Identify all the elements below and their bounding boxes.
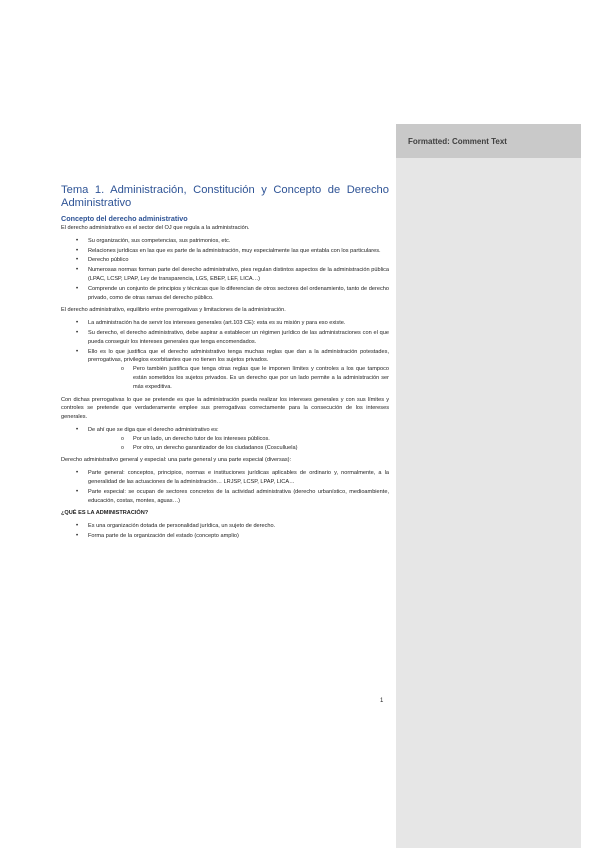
sub-list-item: o Por un lado, un derecho tutor de los intereses públicos. bbox=[88, 435, 389, 444]
list-item: • Parte especial: se ocupan de sectores concretos de la actividad administrativa (derecho urbanístico, medioambiente, educación, costas, montes, aguas…) bbox=[61, 488, 389, 506]
paragraph-prerrogativas: Con dichas prerrogativas lo que se pretende es que la administración pueda realizar los intereses generales y con sus límites y controles se pretende que verdaderamente emplee sus prerrogativas correctamente para la consecución de los intereses generales. bbox=[61, 396, 389, 421]
paragraph-general-especial: Derecho administrativo general y especial: una parte general y una parte especial (diversas): bbox=[61, 457, 292, 464]
list-item: • La administración ha de servir los intereses generales (art.103 CE): esta es su misión y para eso existe. bbox=[61, 319, 389, 328]
list-item-text: De ahí que se diga que el derecho administrativo es: bbox=[88, 426, 219, 433]
sub-list-item: o Por otro, un derecho garantizador de los ciudadanos (Cosculluela) bbox=[88, 444, 389, 453]
section-heading-concepto: Concepto del derecho administrativo bbox=[61, 214, 188, 223]
list-item bbox=[61, 426, 389, 452]
bullet-list-equilibrio bbox=[61, 319, 389, 391]
list-item bbox=[61, 348, 389, 392]
list-item: • Su organización, sus competencias, sus patrimonios, etc. bbox=[61, 237, 389, 246]
page-number: 1 bbox=[380, 698, 384, 704]
list-item: • Comprende un conjunto de principios y técnicas que lo diferencian de otros sectores del ordenamiento, tanto de derecho privado, como de otras ramas del derecho público. bbox=[61, 285, 389, 303]
list-item-text: Ello es lo que justifica que el derecho administrativo tenga muchas reglas que dan a la administración potestades, prerrogativas, privilegios exorbitantes que no tienen los sujetos privados. bbox=[88, 348, 389, 364]
sub-list-item: o Pero también justifica que tenga otras reglas que le imponen límites y controles a los que tampoco están sometidos los sujetos privados. Es un derecho que por un lado permite a la administración ser más expeditiva. bbox=[88, 365, 389, 391]
list-item: • Es una organización dotada de personalidad jurídica, un sujeto de derecho. bbox=[61, 522, 389, 531]
bullet-list-partes bbox=[61, 469, 389, 505]
list-item: • Forma parte de la organización del estado (concepto amplio) bbox=[61, 532, 389, 541]
comment-pane bbox=[396, 124, 581, 848]
document-body bbox=[61, 184, 389, 545]
document-title: Tema 1. Administración, Constitución y Concepto de Derecho Administrativo bbox=[61, 184, 389, 209]
list-item: • Derecho público bbox=[61, 256, 389, 265]
comment-balloon[interactable] bbox=[396, 124, 581, 158]
list-item: • Parte general: conceptos, principios, normas e instituciones jurídicas aplicables de ordinario y, normalmente, a la generalidad de las actuaciones de la administración… LRJSP, LCSP, LPAP, LICA… bbox=[61, 469, 389, 487]
bullet-list-concepto bbox=[61, 237, 389, 303]
bullet-list-derecho bbox=[61, 426, 389, 452]
paragraph-equilibrio: El derecho administrativo, equilibrio entre prerrogativas y limitaciones de la administración. bbox=[61, 307, 286, 314]
sub-list bbox=[88, 365, 389, 391]
list-item: • Numerosas normas forman parte del derecho administrativo, pies regulan distintos aspectos de la administración pública (LPAC, LCSP, LPAP, Ley de transparencia, LGS, EBEP, LEF, LICA…) bbox=[61, 266, 389, 284]
paragraph-intro: El derecho administrativo es el sector del OJ que regula a la administración. bbox=[61, 225, 250, 231]
sub-list bbox=[88, 435, 389, 453]
list-item: • Relaciones jurídicas en las que es parte de la administración, muy especialmente las que entabla con los particulares. bbox=[61, 247, 389, 256]
list-item: • Su derecho, el derecho administrativo, debe aspirar a establecer un régimen jurídico de las administraciones con el que pueda conseguir los intereses generales que tenga encomendados. bbox=[61, 329, 389, 347]
bullet-list-administracion bbox=[61, 522, 389, 541]
section-heading-administracion: ¿QUÉ ES LA ADMINISTRACIÓN? bbox=[61, 510, 149, 517]
comment-balloon-label: Formatted: Comment Text bbox=[408, 136, 507, 146]
